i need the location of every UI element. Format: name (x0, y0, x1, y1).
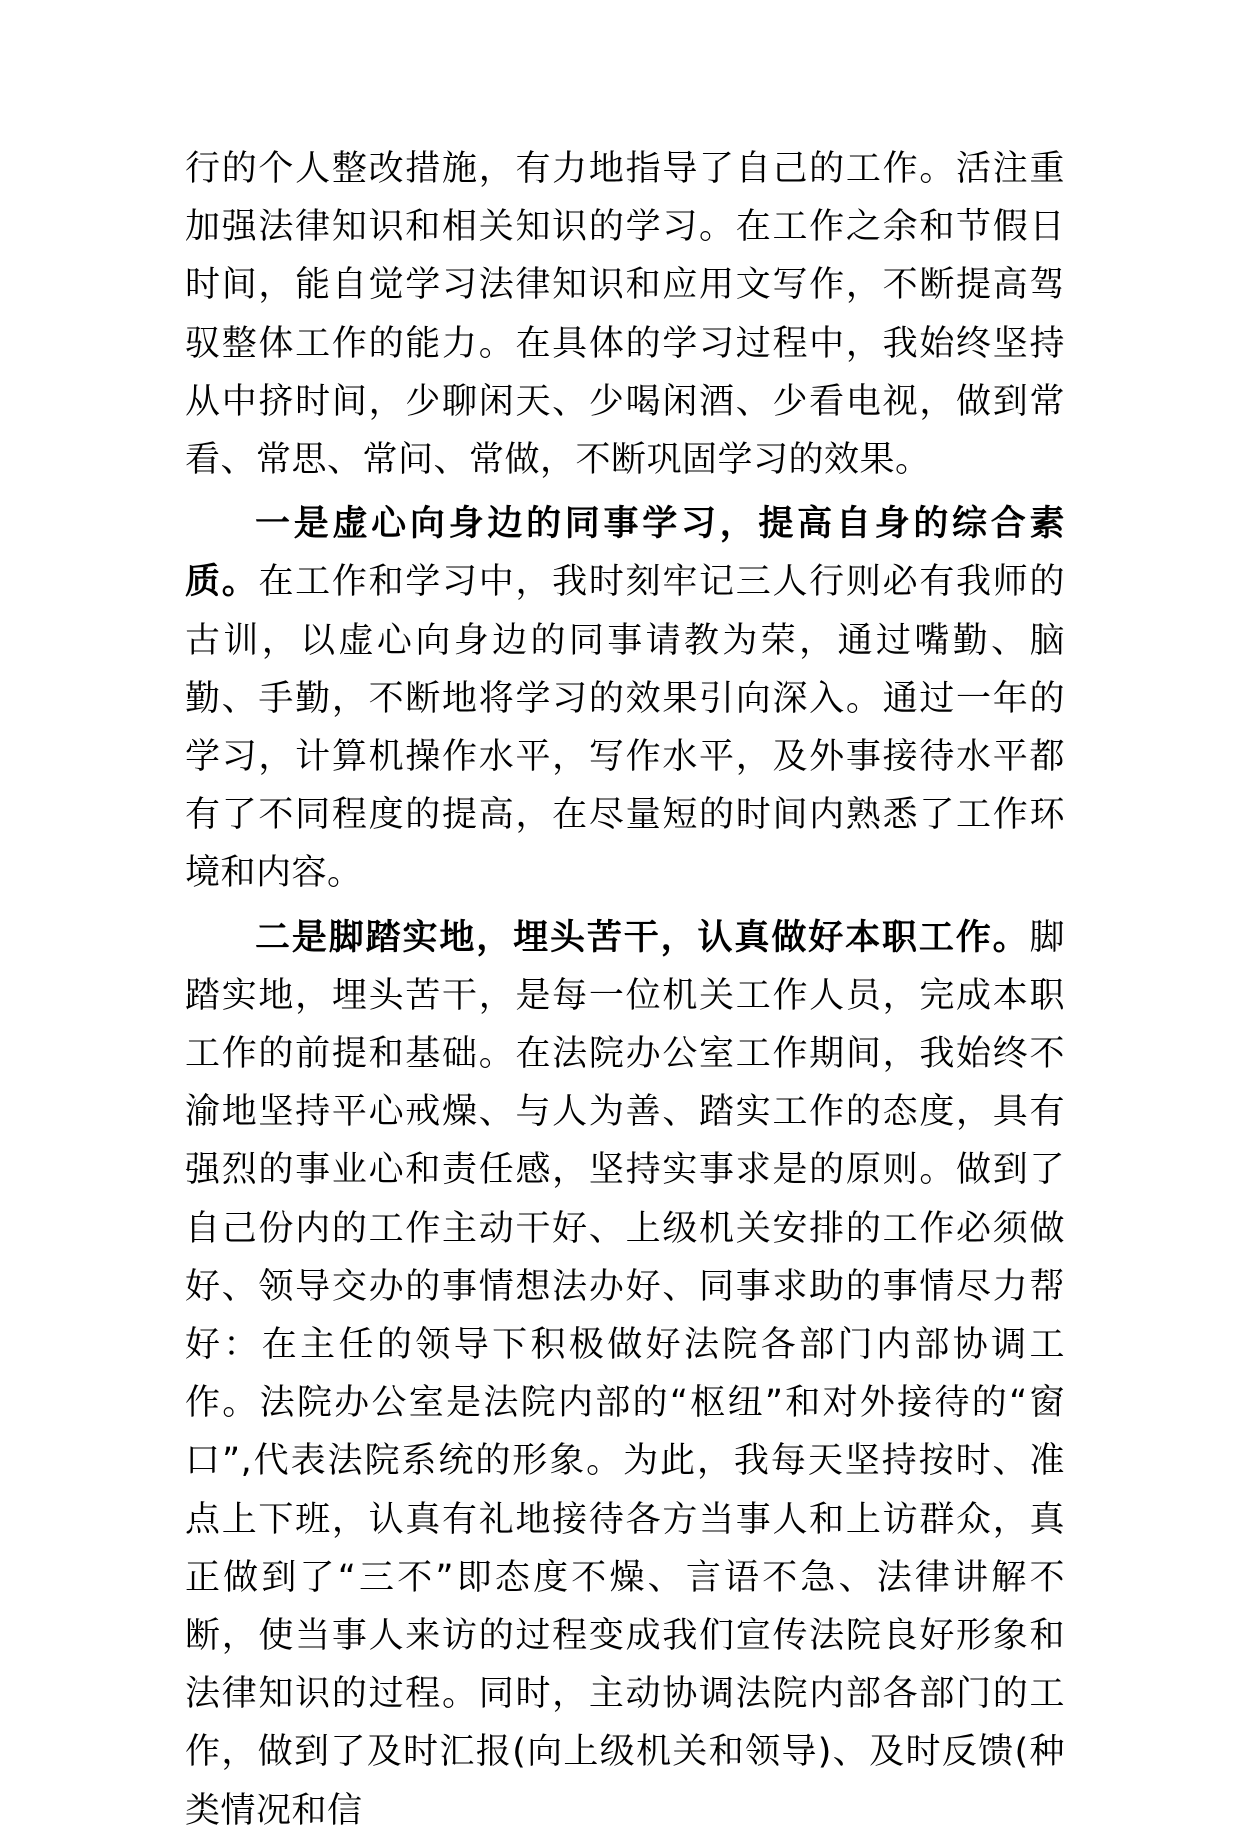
paragraph-lead-heading: 二是脚踏实地，埋头苦干，认真做好本职工作。 (255, 917, 1030, 958)
paragraph-text: 脚踏实地，埋头苦干，是每一位机关工作人员，完成本职工作的前提和基础。在法院办公室工作期间，我始终不渝地坚持平心戒燥、与人为善、踏实工作的态度，具有强烈的事业心和责任感，坚持实事求是的原则。做到了自己份内的工作主动干好、上级机关安排的工作必须做好、领导交办的事情想法办好、同事求助的事情尽力帮好：在主任的领导下积极做好法院各部门内部协调工作。法院办公室是法院内部的“枢纽”和对外接待的“窗口”,代表法院系统的形象。为此，我每天坚持按时、准点上下班，认真有礼地接待各方当事人和上访群众，真正做到了“三不”即态度不燥、言语不急、法律讲解不断，使当事人来访的过程变成我们宣传法院良好形象和法律知识的过程。同时，主动协调法院内部各部门的工作，做到了及时汇报(向上级机关和领导)、及时反馈(种类情况和信 (185, 917, 1065, 1831)
paragraph-point-one (185, 495, 1065, 902)
document-body (185, 140, 1065, 1840)
paragraph-text: 在工作和学习中，我时刻牢记三人行则必有我师的古训，以虚心向身边的同事请教为荣，通过嘴勤、脑勤、手勤，不断地将学习的效果引向深入。通过一年的学习，计算机操作水平，写作水平，及外事接待水平都有了不同程度的提高，在尽量短的时间内熟悉了工作环境和内容。 (185, 562, 1065, 894)
paragraph-continuation (185, 140, 1065, 489)
paragraph-text: 行的个人整改措施，有力地指导了自己的工作。活注重加强法律知识和相关知识的学习。在工作之余和节假日时间，能自觉学习法律知识和应用文写作，不断提高驾驭整体工作的能力。在具体的学习过程中，我始终坚持从中挤时间，少聊闲天、少喝闲酒、少看电视，做到常看、常思、常问、常做，不断巩固学习的效果。 (185, 149, 1065, 481)
paragraph-point-two (185, 909, 1065, 1840)
paragraph-lead-heading: 一是虚心向身边的同事学习，提高自身的综合素质。 (185, 504, 1065, 603)
